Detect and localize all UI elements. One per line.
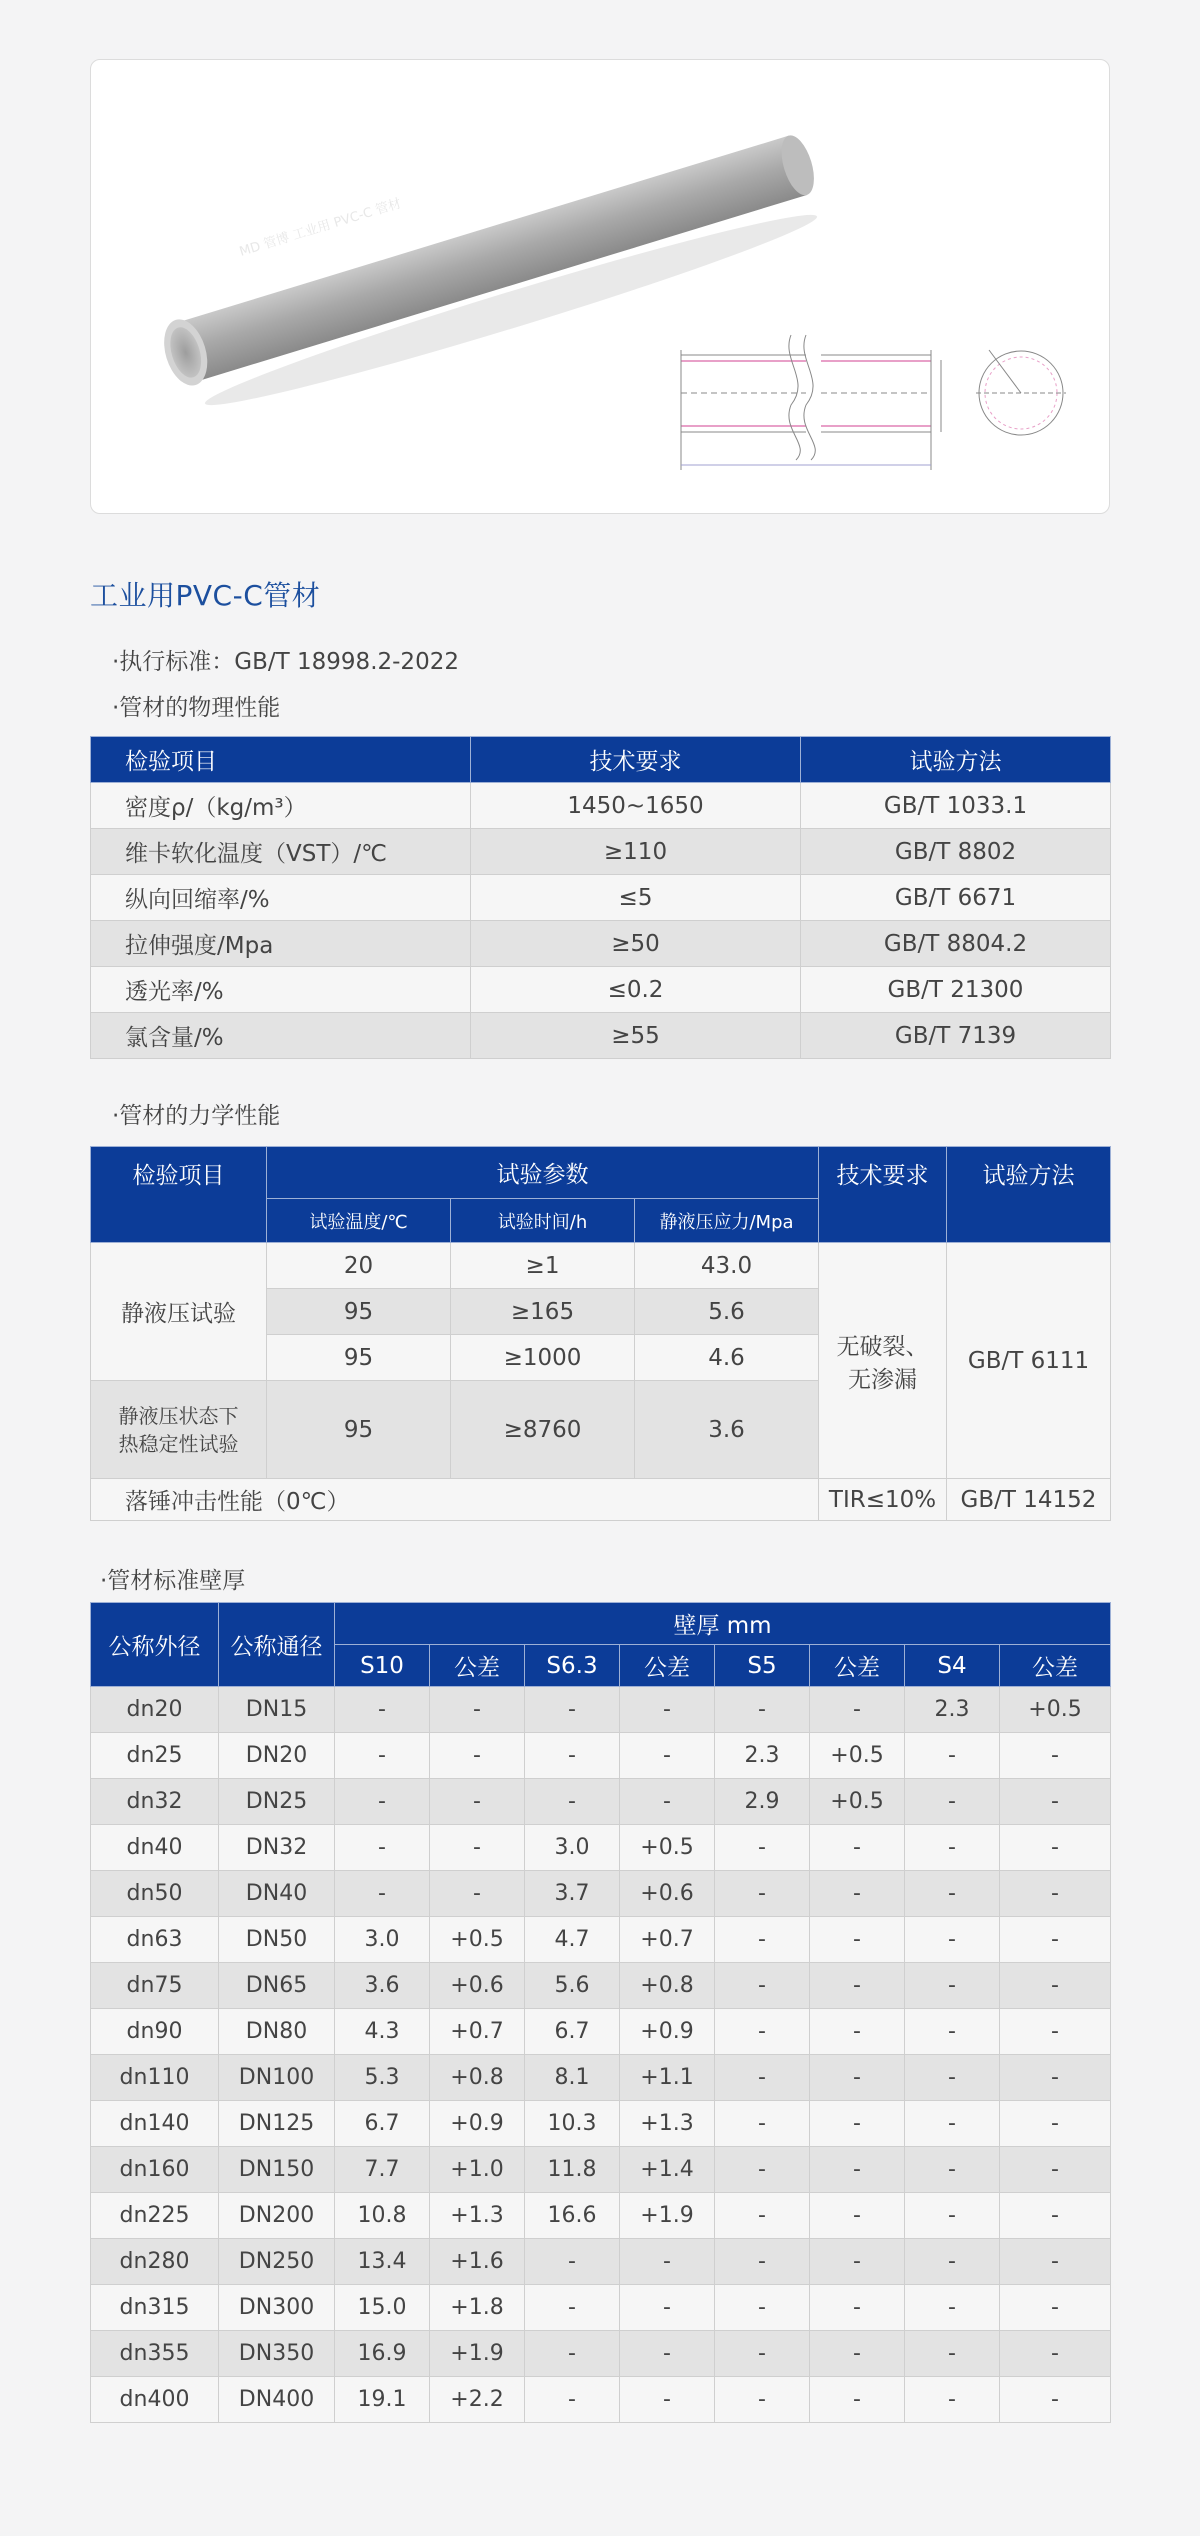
table-cell: +0.5 [810, 1733, 905, 1779]
table-cell: GB/T 7139 [801, 1013, 1111, 1059]
table-cell: dn315 [91, 2285, 219, 2331]
table-cell: ≥110 [471, 829, 801, 875]
product-title: 工业用PVC-C管材 [90, 579, 321, 612]
table-cell: dn140 [91, 2101, 219, 2147]
table-cell: ≤0.2 [471, 967, 801, 1013]
table-cell: - [905, 1733, 1000, 1779]
header-cell: 技术要求 [819, 1147, 947, 1243]
table-cell: - [715, 2009, 810, 2055]
table-cell: DN150 [219, 2147, 335, 2193]
table-cell: - [430, 1733, 525, 1779]
table-cell: dn63 [91, 1917, 219, 1963]
header-cell: 试验参数 [267, 1147, 819, 1199]
table-cell: - [1000, 2101, 1111, 2147]
table-row [91, 1963, 1111, 2009]
table-cell: 3.6 [335, 1963, 430, 2009]
table-cell: - [1000, 2193, 1111, 2239]
table-cell: - [1000, 1779, 1111, 1825]
table-cell: - [335, 1871, 430, 1917]
table-cell: DN25 [219, 1779, 335, 1825]
table-cell: dn20 [91, 1687, 219, 1733]
table-row [91, 829, 1111, 875]
table-row [91, 2285, 1111, 2331]
table-cell: +1.1 [620, 2055, 715, 2101]
table-cell: 2.3 [715, 1733, 810, 1779]
standard-line: ·执行标准：GB/T 18998.2-2022 [112, 649, 459, 675]
table-row [91, 1243, 1111, 1289]
table-row [91, 1779, 1111, 1825]
table-cell: +0.7 [620, 1917, 715, 1963]
table-cell: dn225 [91, 2193, 219, 2239]
table-cell: - [1000, 2377, 1111, 2423]
table-cell: +0.5 [1000, 1687, 1111, 1733]
wall-table-body [91, 1687, 1111, 2423]
table-cell: 1450~1650 [471, 783, 801, 829]
header-cell: 试验温度/℃ [267, 1199, 451, 1243]
table-cell: 15.0 [335, 2285, 430, 2331]
req-line: 无破裂、 [836, 1333, 929, 1360]
table-cell: - [335, 1825, 430, 1871]
table-cell: 20 [267, 1243, 451, 1289]
table-cell: +1.4 [620, 2147, 715, 2193]
table-cell: GB/T 14152 [947, 1479, 1111, 1521]
table-cell: - [905, 2101, 1000, 2147]
table-cell: - [525, 2377, 620, 2423]
table-cell: - [905, 2331, 1000, 2377]
table-cell: 透光率/% [91, 967, 471, 1013]
table-cell: GB/T 8804.2 [801, 921, 1111, 967]
table-cell: 5.3 [335, 2055, 430, 2101]
header-cell: S10 [335, 1645, 430, 1687]
table-cell: - [525, 2239, 620, 2285]
physical-heading: ·管材的物理性能 [112, 695, 281, 721]
table-cell: - [905, 2285, 1000, 2331]
table-cell: - [810, 1917, 905, 1963]
table-cell: dn280 [91, 2239, 219, 2285]
table-cell: - [620, 2331, 715, 2377]
table-header-row [91, 737, 1111, 783]
table-cell: 3.6 [635, 1381, 819, 1479]
table-cell: +0.5 [620, 1825, 715, 1871]
header-cell: 公差 [430, 1645, 525, 1687]
table-cell: - [715, 1825, 810, 1871]
req-line: 无渗漏 [848, 1366, 917, 1393]
table-cell: 5.6 [525, 1963, 620, 2009]
table-cell: 8.1 [525, 2055, 620, 2101]
table-cell: dn75 [91, 1963, 219, 2009]
table-cell: - [905, 1871, 1000, 1917]
table-cell: +0.5 [430, 1917, 525, 1963]
header-cell: S4 [905, 1645, 1000, 1687]
table-cell: - [430, 1779, 525, 1825]
table-cell: GB/T 1033.1 [801, 783, 1111, 829]
table-cell: 95 [267, 1381, 451, 1479]
table-cell: 氯含量/% [91, 1013, 471, 1059]
table-cell: 3.7 [525, 1871, 620, 1917]
table-row [91, 2239, 1111, 2285]
table-cell: - [905, 2055, 1000, 2101]
table-row [91, 1013, 1111, 1059]
table-row [91, 1825, 1111, 1871]
table-cell: DN200 [219, 2193, 335, 2239]
header-cell: 试验方法 [801, 737, 1111, 783]
product-image [90, 59, 1110, 514]
table-cell: 纵向回缩率/% [91, 875, 471, 921]
table-cell: DN15 [219, 1687, 335, 1733]
table-row [91, 1479, 1111, 1521]
table-cell: - [810, 2101, 905, 2147]
table-cell [91, 1381, 267, 1479]
table-cell: ≥55 [471, 1013, 801, 1059]
table-cell: 密度ρ/（kg/m³） [91, 783, 471, 829]
table-cell: 落锤冲击性能（0℃） [91, 1479, 819, 1521]
table-row [91, 1871, 1111, 1917]
table-cell: 2.9 [715, 1779, 810, 1825]
table-cell: +0.8 [430, 2055, 525, 2101]
header-cell: 静液压应力/Mpa [635, 1199, 819, 1243]
wall-heading: ·管材标准壁厚 [100, 1568, 246, 1594]
table-cell: DN400 [219, 2377, 335, 2423]
table-cell: - [525, 2331, 620, 2377]
table-cell: - [715, 2055, 810, 2101]
table-cell: 13.4 [335, 2239, 430, 2285]
header-cell: 公差 [1000, 1645, 1111, 1687]
table-cell: dn40 [91, 1825, 219, 1871]
table-cell: 43.0 [635, 1243, 819, 1289]
table-cell: dn160 [91, 2147, 219, 2193]
table-row [91, 921, 1111, 967]
table-cell: - [430, 1871, 525, 1917]
table-cell: 4.6 [635, 1335, 819, 1381]
wall-thickness-table [90, 1602, 1111, 2423]
header-cell: 公称通径 [219, 1603, 335, 1687]
table-cell: - [715, 1871, 810, 1917]
table-cell: GB/T 6671 [801, 875, 1111, 921]
table-cell: - [715, 2239, 810, 2285]
header-cell: 检验项目 [91, 737, 471, 783]
table-row [91, 2147, 1111, 2193]
table-cell: DN20 [219, 1733, 335, 1779]
table-cell: 2.3 [905, 1687, 1000, 1733]
table-cell: - [715, 1963, 810, 2009]
table-header-row [91, 1603, 1111, 1645]
table-cell: DN40 [219, 1871, 335, 1917]
table-cell: - [905, 1825, 1000, 1871]
table-cell: GB/T 21300 [801, 967, 1111, 1013]
table-cell: - [810, 2377, 905, 2423]
table-cell [819, 1243, 947, 1479]
header-cell: 试验方法 [947, 1147, 1111, 1243]
stability-line: 热稳定性试验 [118, 1431, 239, 1456]
header-cell: 技术要求 [471, 737, 801, 783]
table-cell: - [1000, 2055, 1111, 2101]
table-cell: - [1000, 1825, 1111, 1871]
table-cell: dn110 [91, 2055, 219, 2101]
table-cell: - [525, 1687, 620, 1733]
table-cell: 7.7 [335, 2147, 430, 2193]
table-row [91, 2101, 1111, 2147]
table-cell: +0.8 [620, 1963, 715, 2009]
table-cell: - [1000, 1963, 1111, 2009]
table-cell: - [525, 1733, 620, 1779]
table-cell: ≥8760 [451, 1381, 635, 1479]
table-cell: +1.8 [430, 2285, 525, 2331]
table-cell: +1.6 [430, 2239, 525, 2285]
table-cell: - [335, 1687, 430, 1733]
table-cell: ≤5 [471, 875, 801, 921]
table-cell: 19.1 [335, 2377, 430, 2423]
table-cell: dn32 [91, 1779, 219, 1825]
table-row [91, 2331, 1111, 2377]
pipe-print-text: MD 管博 工业用 PVC-C 管材 [237, 196, 404, 260]
table-cell: 静液压试验 [91, 1243, 267, 1381]
table-cell: - [715, 1917, 810, 1963]
table-row [91, 2009, 1111, 2055]
table-cell: DN350 [219, 2331, 335, 2377]
table-cell: - [1000, 2147, 1111, 2193]
header-cell: S5 [715, 1645, 810, 1687]
table-cell: DN250 [219, 2239, 335, 2285]
table-row [91, 2193, 1111, 2239]
table-cell: dn400 [91, 2377, 219, 2423]
table-cell: 16.6 [525, 2193, 620, 2239]
header-cell: 公差 [620, 1645, 715, 1687]
table-cell: TIR≤10% [819, 1479, 947, 1521]
table-cell: - [905, 2193, 1000, 2239]
table-cell: 95 [267, 1335, 451, 1381]
table-cell: - [810, 2239, 905, 2285]
table-cell: - [810, 2285, 905, 2331]
table-cell: - [430, 1687, 525, 1733]
table-cell: 6.7 [525, 2009, 620, 2055]
header-cell: 检验项目 [91, 1147, 267, 1243]
table-cell: - [715, 2193, 810, 2239]
table-row [91, 2055, 1111, 2101]
mechanical-properties-table [90, 1146, 1111, 1521]
table-row [91, 1733, 1111, 1779]
table-cell: 16.9 [335, 2331, 430, 2377]
table-cell: - [905, 1963, 1000, 2009]
table-cell: +0.6 [430, 1963, 525, 2009]
table-cell: - [715, 2147, 810, 2193]
table-cell: - [715, 2377, 810, 2423]
table-cell: dn355 [91, 2331, 219, 2377]
table-cell: +1.9 [430, 2331, 525, 2377]
table-cell: DN32 [219, 1825, 335, 1871]
table-cell: - [620, 2285, 715, 2331]
table-cell: +1.3 [620, 2101, 715, 2147]
table-cell: +1.3 [430, 2193, 525, 2239]
table-row [91, 1917, 1111, 1963]
table-cell: - [905, 2239, 1000, 2285]
table-cell: DN65 [219, 1963, 335, 2009]
table-cell: - [905, 2009, 1000, 2055]
pipe-dimension-drawing [681, 335, 1066, 470]
table-cell: +0.5 [810, 1779, 905, 1825]
table-cell: - [810, 2009, 905, 2055]
table-row [91, 967, 1111, 1013]
table-cell: DN125 [219, 2101, 335, 2147]
table-cell: - [430, 1825, 525, 1871]
table-cell: 4.7 [525, 1917, 620, 1963]
table-cell: - [525, 2285, 620, 2331]
table-cell: +1.9 [620, 2193, 715, 2239]
table-cell: - [810, 1871, 905, 1917]
table-cell: +0.9 [620, 2009, 715, 2055]
table-cell: 95 [267, 1289, 451, 1335]
table-cell: - [1000, 2239, 1111, 2285]
table-cell: - [1000, 2009, 1111, 2055]
table-cell: dn25 [91, 1733, 219, 1779]
table-cell: GB/T 6111 [947, 1243, 1111, 1479]
table-header-row [91, 1147, 1111, 1199]
header-cell: 试验时间/h [451, 1199, 635, 1243]
table-cell: ≥1 [451, 1243, 635, 1289]
table-cell: 3.0 [335, 1917, 430, 1963]
table-cell: - [1000, 2331, 1111, 2377]
table-cell: - [810, 2147, 905, 2193]
table-cell: 10.3 [525, 2101, 620, 2147]
table-cell: - [715, 2285, 810, 2331]
table-cell: dn90 [91, 2009, 219, 2055]
table-cell: DN50 [219, 1917, 335, 1963]
table-cell: ≥165 [451, 1289, 635, 1335]
table-cell: - [620, 2377, 715, 2423]
table-cell: - [905, 2147, 1000, 2193]
table-cell: - [810, 1825, 905, 1871]
table-cell: dn50 [91, 1871, 219, 1917]
table-cell: - [810, 2055, 905, 2101]
table-cell: DN80 [219, 2009, 335, 2055]
table-cell: - [620, 1687, 715, 1733]
pvc-pipe-illustration [91, 60, 1110, 514]
table-cell: DN100 [219, 2055, 335, 2101]
table-cell: - [810, 2331, 905, 2377]
table-cell: - [715, 2331, 810, 2377]
table-cell: - [620, 2239, 715, 2285]
header-cell: 公差 [810, 1645, 905, 1687]
table-cell: ≥50 [471, 921, 801, 967]
table-cell: - [810, 2193, 905, 2239]
table-cell: - [620, 1733, 715, 1779]
stability-line: 静液压状态下 [118, 1403, 239, 1428]
table-cell: - [1000, 2285, 1111, 2331]
table-cell: 6.7 [335, 2101, 430, 2147]
header-cell: S6.3 [525, 1645, 620, 1687]
table-cell: 4.3 [335, 2009, 430, 2055]
table-cell: - [810, 1687, 905, 1733]
table-row [91, 2377, 1111, 2423]
table-cell: - [335, 1733, 430, 1779]
table-cell: - [335, 1779, 430, 1825]
table-cell: - [525, 1779, 620, 1825]
table-cell: 5.6 [635, 1289, 819, 1335]
table-cell: +1.0 [430, 2147, 525, 2193]
table-row [91, 1687, 1111, 1733]
table-cell: +0.9 [430, 2101, 525, 2147]
table-cell: - [715, 2101, 810, 2147]
table-cell: - [715, 1687, 810, 1733]
table-cell: +2.2 [430, 2377, 525, 2423]
table-cell: - [620, 1779, 715, 1825]
table-cell: - [905, 2377, 1000, 2423]
table-cell: 10.8 [335, 2193, 430, 2239]
table-row [91, 783, 1111, 829]
table-cell: ≥1000 [451, 1335, 635, 1381]
table-cell: - [905, 1917, 1000, 1963]
mechanical-heading: ·管材的力学性能 [112, 1103, 281, 1129]
table-cell: - [1000, 1733, 1111, 1779]
table-cell: 3.0 [525, 1825, 620, 1871]
table-cell: +0.6 [620, 1871, 715, 1917]
table-cell: - [1000, 1871, 1111, 1917]
physical-properties-table [90, 736, 1111, 1059]
table-cell: - [905, 1779, 1000, 1825]
header-cell: 公称外径 [91, 1603, 219, 1687]
table-cell: 维卡软化温度（VST）/℃ [91, 829, 471, 875]
table-cell: DN300 [219, 2285, 335, 2331]
table-cell: - [810, 1963, 905, 2009]
table-cell: 11.8 [525, 2147, 620, 2193]
table-cell: GB/T 8802 [801, 829, 1111, 875]
header-cell: 壁厚 mm [335, 1603, 1111, 1645]
table-cell: - [1000, 1917, 1111, 1963]
table-cell: 拉伸强度/Mpa [91, 921, 471, 967]
table-cell: +0.7 [430, 2009, 525, 2055]
table-row [91, 875, 1111, 921]
